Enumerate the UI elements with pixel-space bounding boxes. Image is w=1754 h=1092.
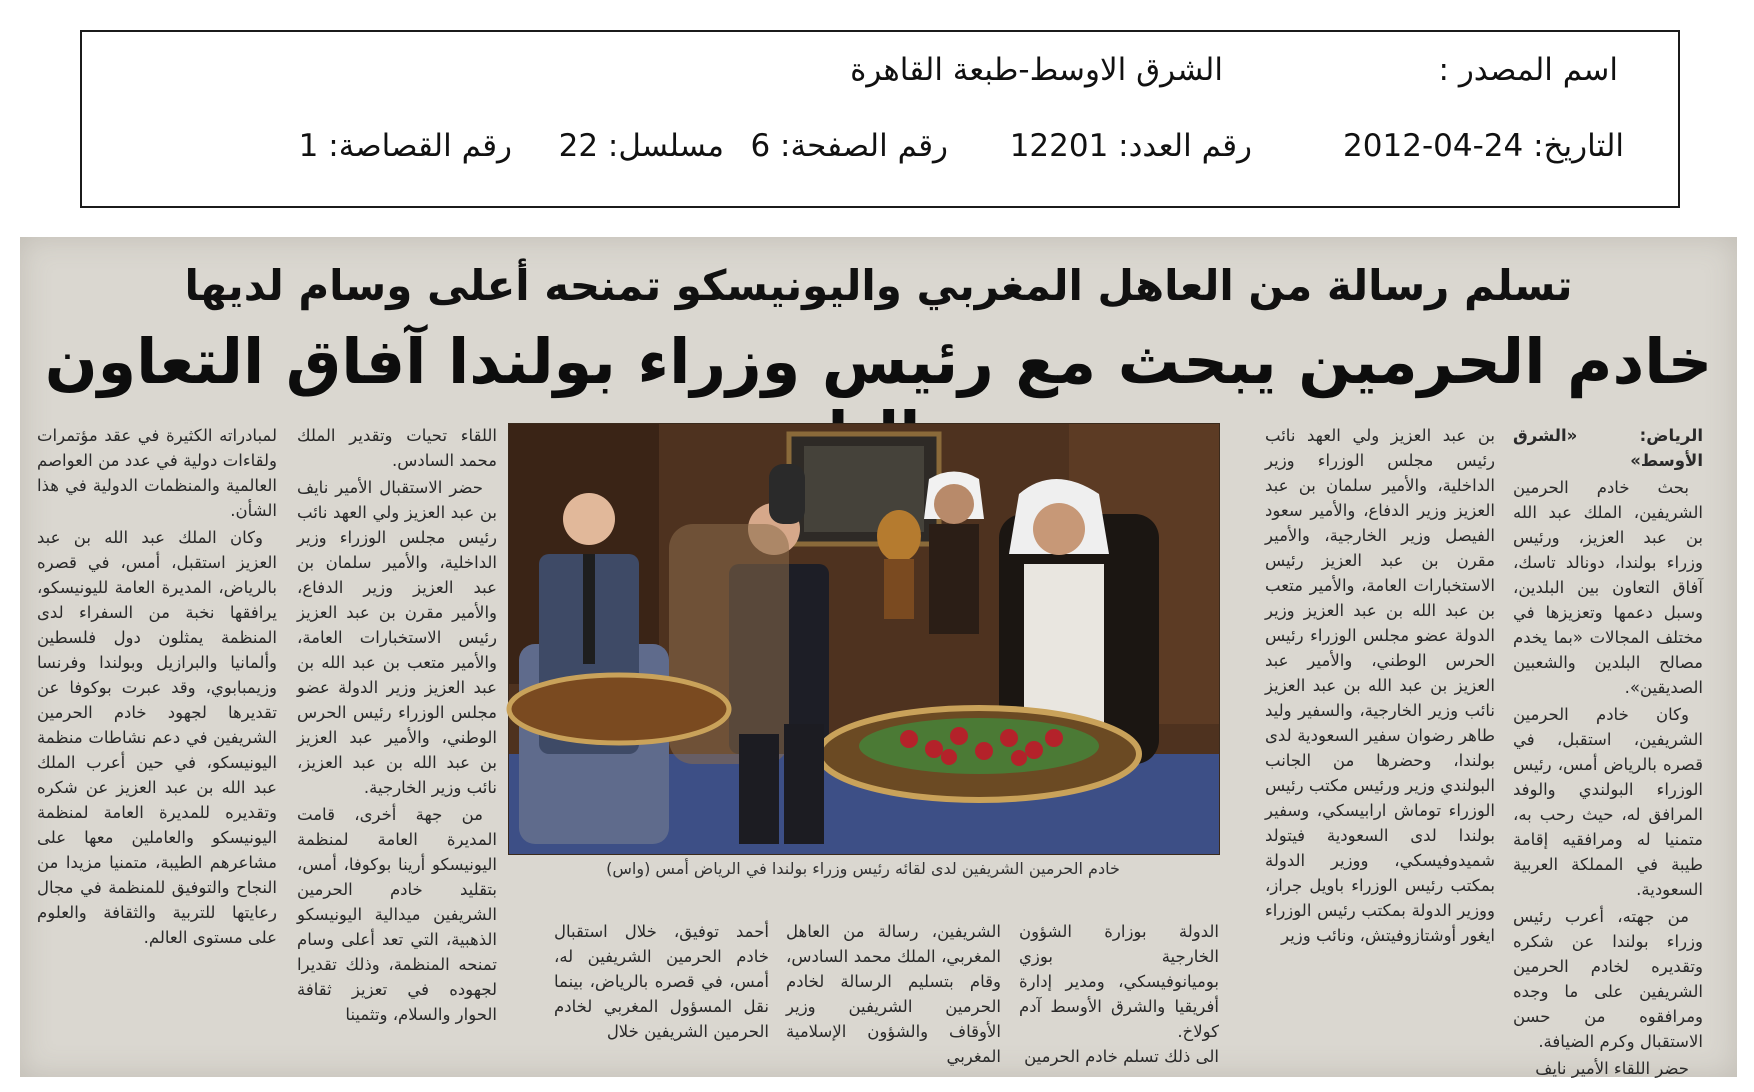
clip-number: رقم القصاصة: 1 [298,128,512,164]
paragraph: وكان الملك عبد الله بن عبد العزيز استقبل، أمس، في قصره بالرياض، المديرة العامة لليونيسكو، يرافقها نخبة من السفراء لدى المنظمة يمثلون دول فلسطين وألمانيا والبرازيل وبولندا وفرنسا وزيمبابوي، وقد عبرت بوكوفا عن تقديرها لجهود خادم الحرمين الشريفين في دعم نشاطات منظمة اليونيسكو، في حين أعرب الملك عبد الله بن عبد العزيز عن شكره وتقديره للمديرة العامة لمنظمة اليونيسكو والعاملين معها على مشاعرهم الطيبة، متمنيا مزيدا من النجاح والتوفيق للمنظمة في مجال رعايتها للتربية والثقافة والعلوم على مستوى العالم. [37,528,277,947]
serial-number: مسلسل: 22 [558,128,724,164]
source-label: اسم المصدر : [1438,52,1618,88]
paragraph: من جهة أخرى، قامت المديرة العامة لمنظمة اليونيسكو أرينا بوكوفا، أمس، بتقليد خادم الحرمين الشريفين ميدالية اليونيسكو الذهبية، التي تعد أعلى وسام تمنحه المنظمة، وذلك تقديرا لجهوده في تعزيز ثقافة الحوار والسلام، وتثمينا [297,805,497,1024]
newspaper-clipping [20,237,1737,1077]
issue-number: رقم العدد: 12201 [1009,128,1252,164]
article-bottom-column-2 [786,919,1001,1069]
article-photo [508,423,1220,855]
article-column-4 [37,423,277,1053]
article-bottom-column-3 [554,919,769,1069]
article-column-3 [297,423,497,1053]
page-number: رقم الصفحة: 6 [750,128,948,164]
meta-row-source [78,52,1618,96]
paragraph: اللقاء تحيات وتقدير الملك محمد السادس. [297,426,497,470]
meta-row-details [84,128,1624,172]
paragraph: بن عبد العزيز ولي العهد نائب رئيس مجلس الوزراء وزير الداخلية، والأمير سلمان بن عبد العزيز وزير الدفاع، والأمير سعود الفيصل وزير الخارجية، والأمير مقرن بن عبد العزيز رئيس الاستخبارات العامة، والأمير متعب بن عبد الله بن عبد العزيز وزير الدولة عضو مجلس الوزراء رئيس الحرس الوطني، والأمير عبد العزيز بن عبد الله بن عبد العزيز نائب وزير الخارجية، والسفير وليد طاهر رضوان سفير السعودية لدى بولندا، وحضرها من الجانب البولندي وزير ورئيس مكتب رئيس الوزراء توماش ارابيسكي، وسفير بولندا لدى السعودية فيتولد شميدوفيسكي، ووزير الدولة بمكتب رئيس الوزراء باويل جراز، ووزير الدولة بمكتب رئيس الوزراء ايغور أوشتازوفيتش، ونائب وزير [1265,426,1495,945]
dateline: الرياض: «الشرق الأوسط» [1513,426,1703,470]
article-column-2 [1265,423,1495,1053]
meeting-photo-illustration [509,424,1219,854]
paragraph: حضر اللقاء الأمير نايف [1535,1059,1689,1078]
paragraph: من جهته، أعرب رئيس وزراء بولندا عن شكره وتقديره لخادم الحرمين الشريفين على ما وجده ومرافقوه من حسن الاستقبال وكرم الضيافة. [1513,907,1703,1051]
source-value: الشرق الاوسط-طبعة القاهرة [850,52,1223,88]
paragraph: حضر الاستقبال الأمير نايف بن عبد العزيز ولي العهد نائب رئيس مجلس الوزراء وزير الداخلية، والأمير سلمان بن عبد العزيز وزير الدفاع، والأمير مقرن بن عبد العزيز رئيس الاستخبارات العامة، والأمير متعب بن عبد الله بن عبد العزيز وزير الدولة عضو مجلس الوزراء رئيس الحرس الوطني، والأمير عبد العزيز بن عبد الله بن عبد العزيز، نائب وزير الخارجية. [297,478,497,797]
article-subheadline: تسلم رسالة من العاهل المغربي واليونيسكو تمنحه أعلى وسام لديها [184,261,1573,310]
paragraph: الدولة بوزارة الشؤون الخارجية بوزي بوميانوفيسكي، ومدير إدارة أفريقيا والشرق الأوسط آدم كولاخ. [1019,922,1219,1041]
date-field: التاريخ: 24-04-2012 [1343,128,1624,164]
paragraph: بحث خادم الحرمين الشريفين، الملك عبد الله بن عبد العزيز، ورئيس وزراء بولندا، دونالد تاسك، آفاق التعاون بين البلدين، وسبل دعمها وتعزيزها في مختلف المجالات «بما يخدم مصالح البلدين والشعبين الصديقين». [1513,478,1703,697]
article-bottom-column-1 [1019,919,1219,1069]
paragraph: وكان خادم الحرمين الشريفين، استقبل، في قصره بالرياض أمس، رئيس الوزراء البولندي والوفد المرافق له، حيث رحب به، متمنيا له ومرافقيه إقامة طيبة في المملكة العربية السعودية. [1513,705,1703,899]
source-metadata-box [80,30,1680,208]
paragraph: لمبادراته الكثيرة في عقد مؤتمرات ولقاءات دولية في عدد من العواصم العالمية والمنظمات الدولية في هذا الشأن. [37,426,277,520]
photo-caption: خادم الحرمين الشريفين لدى لقائه رئيس وزراء بولندا في الرياض أمس (واس) [606,859,1120,878]
article-headline: خادم الحرمين يبحث مع رئيس وزراء بولندا آفاق التعاون [44,325,1713,398]
paragraph: الشريفين، رسالة من العاهل المغربي، الملك محمد السادس، وقام بتسليم الرسالة لخادم الحرمين الشريفين وزير الأوقاف والشؤون الإسلامية المغربي [786,922,1001,1066]
paragraph: أحمد توفيق، خلال استقبال خادم الحرمين الشريفين له، أمس، في قصره بالرياض، بينما نقل المسؤول المغربي لخادم الحرمين الشريفين خلال [554,922,769,1041]
article-column-1 [1513,423,1703,1078]
paragraph: الى ذلك تسلم خادم الحرمين [1024,1047,1219,1066]
